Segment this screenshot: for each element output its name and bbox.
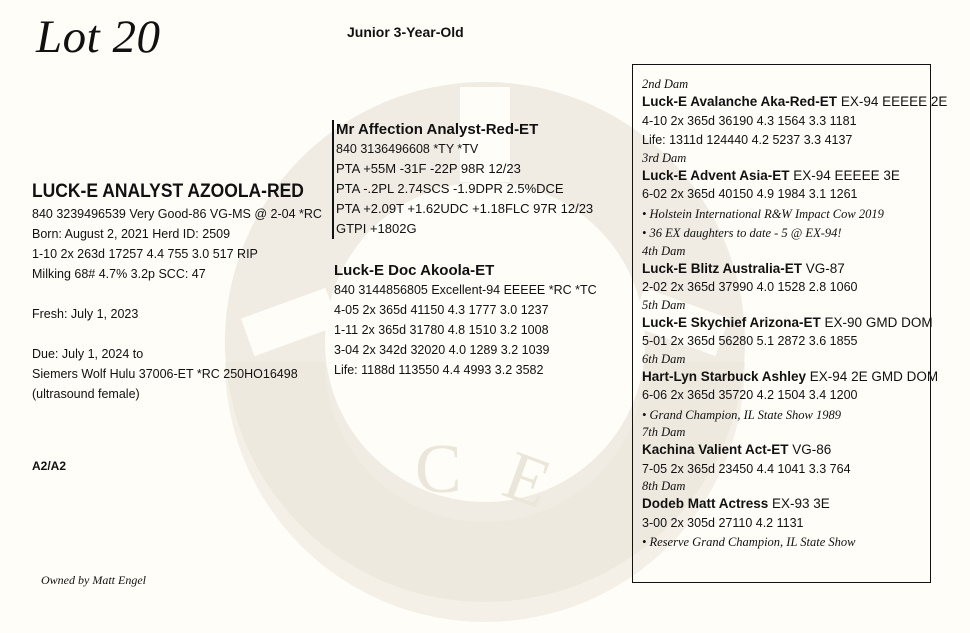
sire-line: PTA +2.09T +1.62UDC +1.18FLC 97R 12/23 <box>336 201 594 216</box>
dam-record: 7-05 2x 365d 23450 4.4 1041 3.3 764 <box>642 461 851 476</box>
dam-record: 2-02 2x 365d 37990 4.0 1528 2.8 1060 <box>642 280 858 294</box>
dam-name: Luck-E Avalanche Aka-Red-ET <box>642 94 838 109</box>
due-line: Siemers Wolf Hulu 37006-ET *RC 250HO16498 <box>32 367 298 381</box>
dam-entry <box>642 351 939 426</box>
animal-info <box>32 181 332 404</box>
sire-name: Mr Affection Analyst-Red-ET <box>336 121 539 138</box>
dam-score: EX-94 EEEEE 3E <box>789 167 900 183</box>
dam-note: • Reserve Grand Champion, IL State Show <box>642 535 856 549</box>
owner-label: Owned by Matt Engel <box>41 573 146 587</box>
dam-entry <box>642 77 948 151</box>
class-label: Junior 3-Year-Old <box>347 24 464 40</box>
dam-generation-label: 8th Dam <box>642 479 686 493</box>
dam-generation-label: 7th Dam <box>642 425 686 439</box>
dam-note: • Holstein International R&W Impact Cow 2019 <box>642 206 884 221</box>
dam-entry <box>642 244 930 298</box>
due-line: Due: July 1, 2024 to <box>32 347 144 361</box>
dam-generation-label: 4th Dam <box>642 243 686 258</box>
dam-score: EX-93 3E <box>768 496 830 511</box>
dam-generation-label: 6th Dam <box>642 351 686 366</box>
dam-name: Luck-E Advent Asia-ET <box>642 167 790 183</box>
dam-generation-label: 3rd Dam <box>642 150 687 165</box>
due-line: (ultrasound female) <box>32 387 140 401</box>
dam-generation-label: 5th Dam <box>642 297 686 312</box>
animal-line: 1-10 2x 263d 17257 4.4 755 3.0 517 RIP <box>32 247 258 261</box>
svg-text:E: E <box>493 436 561 524</box>
dam-entry <box>642 151 930 244</box>
genetics-label: A2/A2 <box>32 459 67 473</box>
dam-name-line <box>642 367 939 387</box>
animal-line: Milking 68# 4.7% 3.2p SCC: 47 <box>32 267 206 281</box>
dam-record: Life: 1311d 124440 4.2 5237 3.3 4137 <box>642 133 853 147</box>
animal-line: Born: August 2, 2021 Herd ID: 2509 <box>32 227 231 241</box>
dam-name-line <box>642 259 930 279</box>
dam-note: • Grand Champion, IL State Show 1989 <box>642 407 841 422</box>
dam-name: Dodeb Matt Actress <box>642 496 769 511</box>
dam-record: 4-10 2x 365d 36190 4.3 1564 3.3 1181 <box>642 113 857 128</box>
fresh-date: Fresh: July 1, 2023 <box>32 307 139 321</box>
dam-name: Kachina Valient Act-ET <box>642 442 789 457</box>
dam-score: EX-94 EEEEE 2E <box>837 94 948 109</box>
dam-note: • 36 EX daughters to date - 5 @ EX-94! <box>642 226 842 240</box>
dam-name-line <box>642 440 930 460</box>
dam-score: EX-94 2E GMD DOM <box>806 368 939 384</box>
mgs-line: 3-04 2x 342d 32020 4.0 1289 3.2 1039 <box>334 343 550 357</box>
dam-name-line <box>642 166 930 186</box>
dam-name: Luck-E Skychief Arizona-ET <box>642 314 821 330</box>
dam-name-line <box>642 313 933 333</box>
dam-entry <box>642 297 933 352</box>
mgs-line: Life: 1188d 113550 4.4 4993 3.2 3582 <box>334 363 544 377</box>
dam-name-line <box>642 92 948 112</box>
dam-name-line <box>642 494 930 514</box>
dam-record: 3-00 2x 305d 27110 4.2 1131 <box>642 515 804 530</box>
mgs-line: 840 3144856805 Excellent-94 EEEEE *RC *TC <box>334 283 597 297</box>
dam-entry <box>642 479 930 553</box>
sire-line: GTPI +1802G <box>336 221 417 236</box>
dam-entry <box>642 425 930 479</box>
dam-record: 6-06 2x 365d 35720 4.2 1504 3.4 1200 <box>642 388 858 402</box>
lot-number: Lot 20 <box>36 11 161 63</box>
mgs-line: 4-05 2x 365d 41150 4.3 1777 3.0 1237 <box>334 303 549 317</box>
mgs-block <box>334 261 614 380</box>
mgs-name: Luck-E Doc Akoola-ET <box>334 262 495 279</box>
animal-name: LUCK-E ANALYST AZOOLA-RED <box>32 181 304 202</box>
mgs-line: 1-11 2x 365d 31780 4.8 1510 3.2 1008 <box>334 323 549 337</box>
dam-name: Hart-Lyn Starbuck Ashley <box>642 368 807 384</box>
sire-line: PTA -.2PL 2.74SCS -1.9DPR 2.5%DCE <box>336 181 564 196</box>
sire-block <box>332 120 616 239</box>
dam-score: VG-86 <box>788 442 832 457</box>
dam-name: Luck-E Blitz Australia-ET <box>642 260 803 276</box>
dam-score: VG-87 <box>802 260 845 276</box>
sire-line: 840 3136496608 *TY *TV <box>336 142 479 156</box>
dam-score: EX-90 GMD DOM <box>820 314 933 330</box>
sire-line: PTA +55M -31F -22P 98R 12/23 <box>336 161 521 176</box>
dam-record: 5-01 2x 365d 56280 5.1 2872 3.6 1855 <box>642 334 858 348</box>
dam-record: 6-02 2x 365d 40150 4.9 1984 3.1 1261 <box>642 187 858 201</box>
dam-generation-label: 2nd Dam <box>642 77 689 91</box>
dams-pedigree-box <box>632 64 948 583</box>
animal-line: 840 3239496539 Very Good-86 VG-MS @ 2-04 *RC <box>32 207 322 221</box>
svg-text:C: C <box>415 431 462 508</box>
